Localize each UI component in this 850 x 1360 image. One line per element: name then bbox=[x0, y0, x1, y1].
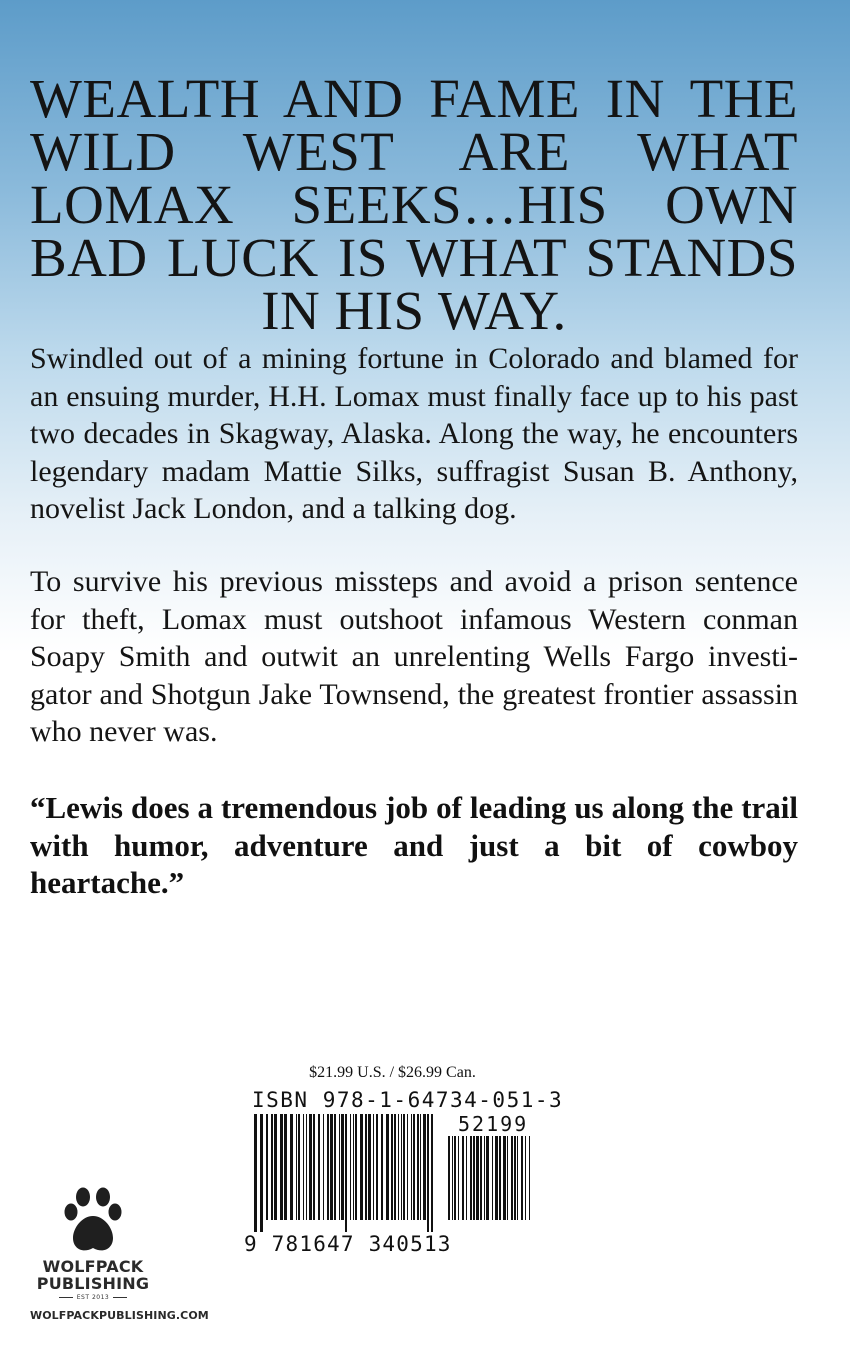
barcode-bar bbox=[454, 1136, 456, 1220]
barcode-bar bbox=[517, 1136, 518, 1220]
synopsis-paragraph-1: Swindled out of a mining fortune in Colorado and blamed for an ensuing murder, H.H. Lomax must finally face up to his past two decades in Skagway, Alaska. Along the way, he encounters legendary madam Mattie Silks, suffragist Susan B. Anthony, novelist Jack London, and a talking dog. bbox=[30, 342, 798, 525]
barcode-bar bbox=[290, 1114, 293, 1220]
barcode-bar bbox=[365, 1114, 367, 1220]
barcode-bar bbox=[386, 1114, 389, 1220]
barcode-bar bbox=[480, 1136, 482, 1220]
barcode-bar bbox=[368, 1114, 371, 1220]
divider bbox=[113, 1297, 127, 1298]
barcode-bar bbox=[407, 1114, 408, 1220]
addon-number: 52199 bbox=[458, 1112, 529, 1136]
addon-barcode bbox=[448, 1136, 534, 1232]
barcode-bar bbox=[274, 1114, 277, 1220]
barcode-bar bbox=[306, 1114, 307, 1220]
barcode-bar bbox=[298, 1114, 300, 1220]
publisher-website[interactable]: WOLFPACKPUBLISHING.COM bbox=[30, 1309, 209, 1322]
barcode-bar bbox=[413, 1114, 415, 1220]
barcode-bar bbox=[403, 1114, 405, 1220]
barcode-bar bbox=[373, 1114, 374, 1220]
barcode-bar bbox=[427, 1114, 429, 1232]
barcode-bar bbox=[462, 1136, 464, 1220]
review-quote: “Lewis does a tremendous job of leading us along the trail with humor, adventure and just a bit of cowboy heartache.” bbox=[30, 790, 798, 900]
barcode-bar bbox=[417, 1114, 419, 1220]
barcode-bar bbox=[452, 1136, 453, 1220]
barcode-bar bbox=[423, 1114, 426, 1220]
barcode-bar bbox=[260, 1114, 263, 1232]
barcode-bar bbox=[486, 1136, 489, 1220]
barcode-bar bbox=[345, 1114, 347, 1232]
publisher-logo bbox=[30, 1186, 156, 1301]
est-row bbox=[30, 1294, 156, 1301]
barcode-bar bbox=[330, 1114, 333, 1220]
est-label: EST 2013 bbox=[76, 1294, 110, 1301]
barcode-bar bbox=[271, 1114, 273, 1220]
barcode-bar bbox=[398, 1114, 399, 1220]
barcode-bar bbox=[401, 1114, 402, 1220]
barcode-bar bbox=[323, 1114, 324, 1220]
barcode-bar bbox=[431, 1114, 433, 1232]
barcode-bar bbox=[495, 1136, 498, 1220]
barcode-bar bbox=[507, 1136, 508, 1220]
barcode-bar bbox=[473, 1136, 475, 1220]
barcode-bar bbox=[448, 1136, 450, 1220]
barcode-bar bbox=[484, 1136, 485, 1220]
barcode-bar bbox=[466, 1136, 467, 1220]
barcode-bar bbox=[339, 1114, 340, 1220]
barcode-bar bbox=[309, 1114, 312, 1220]
barcode-bar bbox=[376, 1114, 378, 1220]
barcode-bar bbox=[394, 1114, 396, 1220]
barcode-bar bbox=[476, 1136, 479, 1220]
barcode-bar bbox=[521, 1136, 523, 1220]
barcode-number: 9 781647 340513 bbox=[244, 1232, 452, 1256]
barcode-bar bbox=[511, 1136, 513, 1220]
barcode-bar bbox=[350, 1114, 351, 1220]
barcode-bar bbox=[411, 1114, 412, 1220]
barcode-bar bbox=[327, 1114, 329, 1220]
barcode-bar bbox=[341, 1114, 344, 1220]
barcode-bar bbox=[514, 1136, 516, 1220]
publisher-name-line1: WOLFPACK bbox=[42, 1257, 144, 1276]
barcode-bar bbox=[266, 1114, 268, 1220]
synopsis-paragraph-2: To survive his previous missteps and avoid a prison sentence for theft, Lomax must outshoot infamous Western conman Soapy Smith and outwit an unrelenting Wells Fargo investigator and Shotgun Jake Townsend, the greatest frontier assassin who never was. bbox=[30, 565, 798, 748]
back-cover-headline: WEALTH AND FAME IN THE WILD WEST ARE WHAT LOMAX SEEKS…HIS OWN BAD LUCK IS WHAT STANDS IN HIS WAY. bbox=[30, 68, 798, 341]
publisher-name-line2: PUBLISHING bbox=[36, 1274, 150, 1293]
barcode-bar bbox=[296, 1114, 297, 1220]
ean-barcode bbox=[254, 1114, 434, 1232]
barcode-bar bbox=[492, 1136, 493, 1220]
barcode-bar bbox=[303, 1114, 304, 1220]
barcode-bar bbox=[334, 1114, 336, 1220]
barcode-bar bbox=[458, 1136, 459, 1220]
isbn-label: ISBN 978-1-64734-051-3 bbox=[252, 1088, 564, 1112]
divider bbox=[59, 1297, 73, 1298]
barcode-bar bbox=[318, 1114, 320, 1220]
barcode-bar bbox=[499, 1136, 501, 1220]
barcode-bar bbox=[381, 1114, 383, 1220]
barcode-bar bbox=[420, 1114, 421, 1220]
barcode-bar bbox=[391, 1114, 393, 1220]
barcode-bar bbox=[355, 1114, 357, 1220]
paw-print-icon bbox=[62, 1186, 124, 1258]
barcode-bar bbox=[503, 1136, 506, 1220]
barcode-bar bbox=[525, 1136, 526, 1220]
barcode-bar bbox=[313, 1114, 315, 1220]
barcode-bar bbox=[280, 1114, 283, 1220]
barcode-bar bbox=[284, 1114, 287, 1220]
price-label: $21.99 U.S. / $26.99 Can. bbox=[309, 1064, 476, 1081]
barcode-bar bbox=[470, 1136, 472, 1220]
barcode-bar bbox=[254, 1114, 257, 1232]
barcode-bar bbox=[529, 1136, 530, 1220]
barcode-bar bbox=[353, 1114, 354, 1220]
barcode-bar bbox=[360, 1114, 363, 1220]
